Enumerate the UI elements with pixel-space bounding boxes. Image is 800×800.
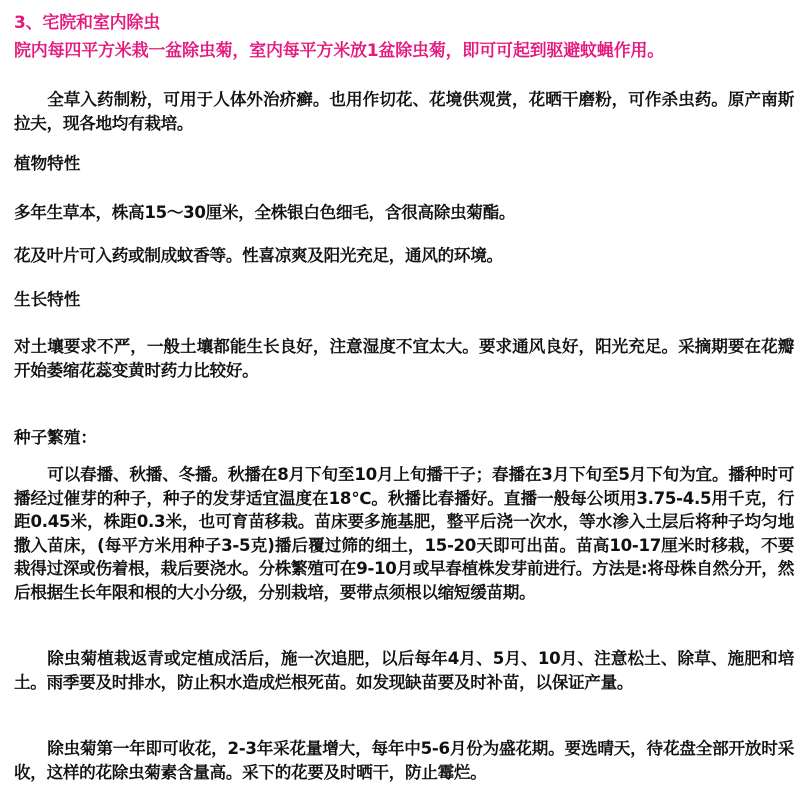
plant-traits-paragraph-2: 花及叶片可入药或制成蚊香等。性喜凉爽及阳光充足，通风的环境。 bbox=[14, 246, 503, 265]
section-tip: 院内每四平方米栽一盆除虫菊，室内每平方米放1盆除虫菊，即可可起到驱避蚊蝇作用。 bbox=[14, 41, 665, 61]
seed-propagation-paragraph-1: 可以春播、秋播、冬播。秋播在8月下旬至10月上旬播干子；春播在3月下旬至5月下旬为宜。播种时可播经过催芽的种子，种子的发芽适宜温度在18℃。秋播比春播好。直播一般每公顷用3.75-4.5用千克，行距0.45米，株距0.3米，也可育苗移栽。苗床要多施基肥，整平后浇一次水，等水渗入土层后将种子均匀地撒入苗床，(每平方米用种子3-5克)播后覆过筛的细土，15-20天即可出苗。苗高10-17厘米时移栽，不要栽得过深或伤着根，栽后要浇水。分株繁殖可在9-10月或早春植株发芽前进行。方法是:将母株自然分开，然后根据生长年限和根的大小分级，分别栽培，要带点须根以缩短缓苗期。 bbox=[14, 465, 794, 602]
growth-traits-paragraph: 对土壤要求不严，一般土壤都能生长良好，注意湿度不宜太大。要求通风良好，阳光充足。采摘期要在花瓣开始萎缩花蕊变黄时药力比较好。 bbox=[14, 337, 794, 380]
growth-traits-heading: 生长特性 bbox=[14, 290, 81, 309]
seed-propagation-paragraph-3: 除虫菊第一年即可收花，2-3年采花量增大，每年中5-6月份为盛花期。要选晴天，待花盘全部开放时采收，这样的花除虫菊素含量高。采下的花要及时晒干，防止霉烂。 bbox=[14, 739, 794, 782]
plant-traits-paragraph-1: 多年生草本，株高15～30厘米，全株银白色细毛，含很高除虫菊酯。 bbox=[14, 203, 516, 222]
seed-propagation-paragraph-2: 除虫菊植栽返青或定植成活后，施一次追肥，以后每年4月、5月、10月、注意松土、除草、施肥和培土。雨季要及时排水，防止积水造成烂根死苗。如发现缺苗要及时补苗，以保证产量。 bbox=[14, 649, 794, 692]
intro-paragraph: 全草入药制粉，可用于人体外治疥癣。也用作切花、花境供观赏，花晒干磨粉，可作杀虫药。原产南斯拉夫，现各地均有栽培。 bbox=[14, 90, 794, 133]
seed-propagation-heading: 种子繁殖： bbox=[14, 428, 97, 447]
section-title: 3、宅院和室内除虫 bbox=[14, 13, 161, 33]
plant-traits-heading: 植物特性 bbox=[14, 154, 81, 173]
